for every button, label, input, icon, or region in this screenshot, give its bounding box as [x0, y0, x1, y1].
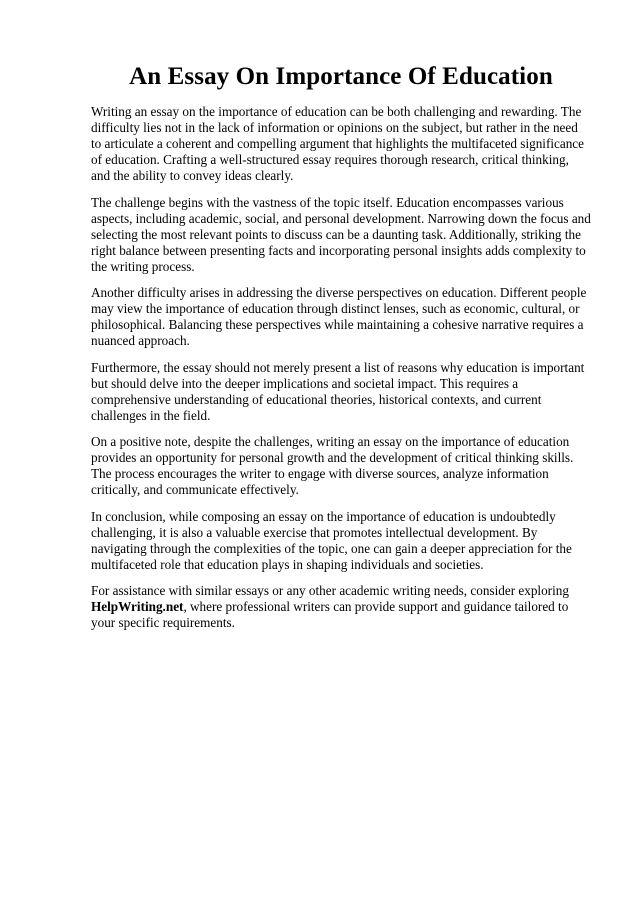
paragraph-perspectives: Another difficulty arises in addressing the diverse perspectives on education. Different people may view the importance of education through distinct lenses, such as economic, cultural, or philosophical. Balancing these perspectives while maintaining a cohesive narrative requires a nuanced approach. [91, 285, 587, 348]
paragraph-closing [91, 583, 591, 631]
closing-text-before: For assistance with similar essays or any other academic writing needs, consider exploring [91, 583, 569, 598]
page-title: An Essay On Importance Of Education [129, 63, 553, 90]
paragraph-intro: Writing an essay on the importance of education can be both challenging and rewarding. The difficulty lies not in the lack of information or opinions on the subject, but rather in the need to articulate a coherent and compelling argument that highlights the multifaceted significance of education. Crafting a well-structured essay requires thorough research, critical thinking, and the ability to convey ideas clearly. [91, 104, 585, 183]
document-page [91, 62, 591, 642]
closing-text-after: , where professional writers can provide support and guidance tailored to your specific requirements. [91, 599, 569, 630]
paragraph-furthermore: Furthermore, the essay should not merely present a list of reasons why education is important but should delve into the deeper implications and societal impact. This requires a comprehensive understanding of educational theories, historical contexts, and current challenges in the field. [91, 359, 585, 423]
paragraph-conclusion: In conclusion, while composing an essay on the importance of education is undoubtedly challenging, it is also a valuable exercise that promotes intellectual development. By navigating through the complexities of the topic, one can gain a deeper appreciation for the multifaceted role that education plays in shaping individuals and societies. [91, 508, 572, 572]
brand-name: HelpWriting.net [91, 599, 184, 614]
paragraph-positive: On a positive note, despite the challenges, writing an essay on the importance of education provides an opportunity for personal growth and the development of critical thinking skills. The process encourages the writer to engage with diverse sources, analyze information critically, and communicate effectively. [91, 434, 574, 497]
paragraph-challenge: The challenge begins with the vastness of the topic itself. Education encompasses various aspects, including academic, social, and personal development. Narrowing down the focus and selecting the most relevant points to discuss can be a daunting task. Additionally, striking the right balance between presenting facts and incorporating personal insights adds complexity to the writing process. [91, 194, 591, 274]
